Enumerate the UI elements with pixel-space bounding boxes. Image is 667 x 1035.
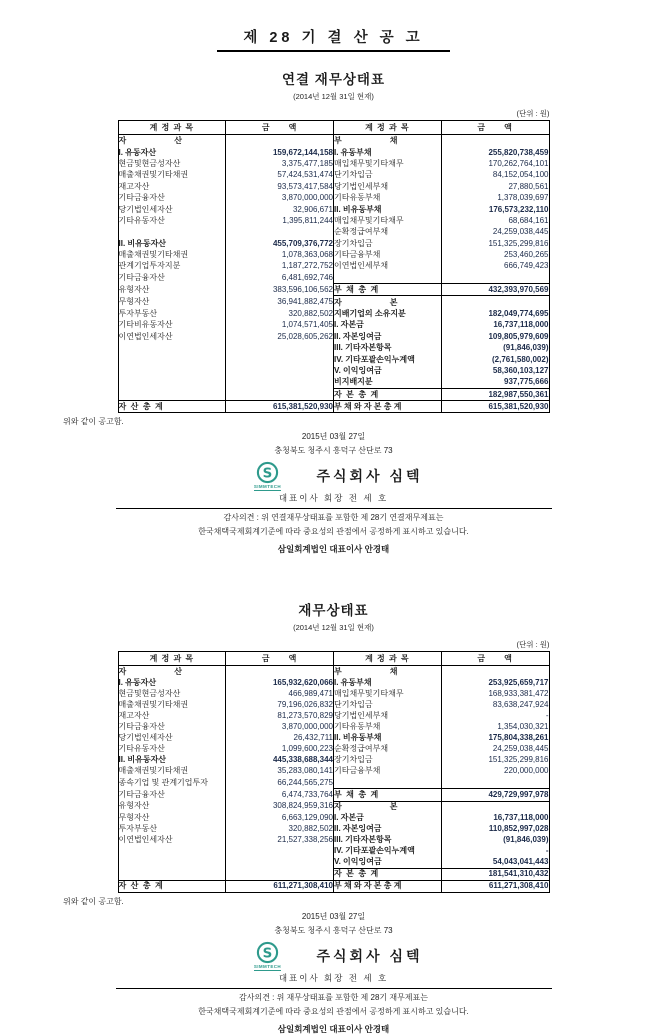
account-cell: 기타금융부채	[334, 766, 442, 777]
account-cell: 기타유동자산	[118, 215, 165, 225]
amount-cell: 432,393,970,569	[441, 284, 549, 296]
amount-cell: 6,474,733,764	[226, 789, 334, 801]
amount-cell: 383,596,106,562	[226, 284, 334, 296]
amount-cell: 6,481,692,746	[226, 272, 334, 284]
table-row	[118, 766, 549, 777]
account-cell: 순확정급여부채	[334, 226, 442, 237]
account-cell	[334, 272, 442, 284]
table-row	[118, 226, 549, 237]
amount-cell: 320,882,502	[226, 308, 334, 319]
audit-opinion-line1: 감사의견 : 위 재무상태표를 포함한 제 28기 재무제표는	[239, 993, 428, 1003]
account-cell: 자 산 총 계	[118, 881, 226, 893]
amount-cell: 466,989,471	[226, 689, 334, 700]
auditor-name: 삼일회계법인 대표이사 안경태	[277, 544, 390, 555]
divider	[116, 988, 552, 989]
account-cell: II. 비유동부채	[334, 733, 442, 744]
account-cell: 기타유동부채	[334, 722, 442, 733]
account-cell: 매출채권및기타채권	[118, 250, 189, 260]
account-cell: 현금및현금성자산	[118, 158, 181, 168]
amount-cell	[441, 801, 549, 813]
amount-cell: 93,573,417,584	[226, 181, 334, 192]
amount-cell: 182,049,774,695	[441, 308, 549, 319]
account-cell: 지배기업의 소유지분	[334, 308, 442, 319]
account-cell: 장기차입금	[334, 238, 442, 249]
account-cell: 당기법인세부채	[334, 711, 442, 722]
table-row	[118, 744, 549, 755]
account-cell: 당기법인세자산	[118, 733, 173, 743]
column-header: 금 액	[441, 121, 549, 135]
table-row	[118, 835, 549, 846]
amount-cell: 110,852,997,028	[441, 824, 549, 835]
account-cell: 매입채무및기타채무	[334, 158, 442, 169]
amount-cell: 1,187,272,752	[226, 260, 334, 271]
section-spacer	[0, 555, 667, 599]
amount-cell	[226, 342, 334, 353]
announcement-date: 2015년 03월 27일	[301, 912, 366, 922]
company-row	[0, 941, 667, 971]
account-cell: III. 기타자본항목	[334, 342, 442, 353]
table-row	[118, 801, 549, 813]
amount-cell: 220,000,000	[441, 766, 549, 777]
svg-text:S: S	[262, 466, 273, 482]
account-cell: 자 산	[118, 666, 182, 676]
account-cell: 투자부동산	[118, 309, 158, 319]
amount-cell: 615,381,520,930	[226, 400, 334, 412]
table-row	[118, 249, 549, 260]
account-cell: II. 비유동자산	[118, 755, 167, 765]
audit-opinion-line1: 감사의견 : 위 연결재무상태표를 포함한 제 28기 연결재무제표는	[223, 513, 444, 523]
column-header: 계 정 과 목	[334, 652, 442, 666]
amount-cell	[226, 846, 334, 857]
column-header: 계 정 과 목	[118, 652, 226, 666]
account-cell: 자 본	[334, 296, 442, 308]
amount-cell	[226, 353, 334, 364]
account-cell: II. 비유동자산	[118, 238, 167, 248]
amount-cell: 24,259,038,445	[441, 744, 549, 755]
document-title	[0, 26, 667, 52]
amount-cell	[226, 869, 334, 881]
account-cell: 매출채권및기타채권	[118, 699, 189, 709]
amount-cell: 1,354,030,321	[441, 722, 549, 733]
account-cell	[118, 376, 226, 388]
amount-cell: 21,527,338,256	[226, 835, 334, 846]
account-cell: 부 채	[334, 666, 442, 678]
account-cell: 재고자산	[118, 181, 150, 191]
account-cell: 기타유동부채	[334, 192, 442, 203]
account-cell: 기타금융자산	[118, 721, 165, 731]
simmtech-logo-text: SIMMTECH	[253, 964, 282, 970]
company-name: 주식회사 심텍	[316, 468, 423, 485]
amount-cell: 6,663,129,090	[226, 813, 334, 824]
simmtech-logo	[244, 461, 290, 491]
audit-opinion-line2: 한국채택국제회계기준에 따라 중요성의 관점에서 공정하게 표시하고 있습니다.	[198, 1007, 469, 1017]
table-row	[118, 272, 549, 284]
account-cell: 기타금융자산	[118, 273, 165, 283]
account-cell	[118, 388, 226, 400]
amount-cell: 666,749,423	[441, 260, 549, 271]
account-cell: IV. 기타포괄손익누계액	[334, 846, 442, 857]
account-cell: 무형자산	[118, 297, 150, 307]
account-cell: V. 이익잉여금	[334, 857, 442, 869]
table-row	[118, 146, 549, 157]
account-cell: IV. 기타포괄손익누계액	[334, 353, 442, 364]
amount-cell: 182,987,550,361	[441, 388, 549, 400]
table-row	[118, 869, 549, 881]
table-row	[118, 296, 549, 308]
table-row	[118, 824, 549, 835]
ceo-line: 대표이사 회장 전 세 호	[278, 973, 389, 984]
account-cell	[118, 342, 226, 353]
as-of-date: (2014년 12월 31일 현재)	[293, 623, 374, 633]
amount-cell	[226, 135, 334, 147]
account-cell: II. 자본잉여금	[334, 824, 442, 835]
table-row	[118, 677, 549, 688]
amount-cell: 24,259,038,445	[441, 226, 549, 237]
amount-cell: 26,432,711	[226, 733, 334, 744]
column-header: 계 정 과 목	[118, 121, 226, 135]
account-cell: I. 유동자산	[118, 677, 157, 687]
table-row	[118, 342, 549, 353]
amount-cell: -	[441, 846, 549, 857]
simmtech-logo-icon	[256, 461, 279, 484]
amount-cell: 255,820,738,459	[441, 146, 549, 157]
amount-cell: 615,381,520,930	[441, 400, 549, 412]
header-row	[118, 652, 549, 666]
amount-cell: (2,761,580,002)	[441, 353, 549, 364]
notice-text: 위와 같이 공고함.	[63, 897, 124, 907]
account-cell: 이연법인세자산	[118, 331, 173, 341]
amount-cell: 445,338,688,344	[226, 755, 334, 766]
account-cell	[118, 353, 226, 364]
table-row	[118, 846, 549, 857]
ceo-line: 대표이사 회장 전 세 호	[278, 493, 389, 504]
account-cell	[118, 857, 226, 869]
amount-cell	[441, 666, 549, 678]
table-row	[118, 813, 549, 824]
table-row	[118, 789, 549, 801]
amount-cell: 16,737,118,000	[441, 813, 549, 824]
account-cell: 자 본 총 계	[334, 869, 442, 881]
amount-cell: 3,870,000,000	[226, 192, 334, 203]
table-row	[118, 733, 549, 744]
table-row	[118, 260, 549, 271]
account-cell	[118, 869, 226, 881]
table-row	[118, 319, 549, 330]
account-cell: 기타금융부채	[334, 249, 442, 260]
amount-cell: 27,880,561	[441, 181, 549, 192]
account-cell: 기타금융자산	[118, 193, 165, 203]
amount-cell	[226, 376, 334, 388]
account-cell: 부 채 와 자 본 총 계	[334, 881, 442, 893]
account-cell: 부 채 와 자 본 총 계	[334, 400, 442, 412]
account-cell: 자 본	[334, 801, 442, 813]
account-cell	[334, 777, 442, 789]
amount-cell	[441, 272, 549, 284]
account-cell: 자 산	[118, 136, 182, 146]
table-row	[118, 400, 549, 412]
account-cell: 매입채무및기타채무	[334, 215, 442, 226]
column-header: 금 액	[441, 652, 549, 666]
document-title-text: 제 28 기 결 산 공 고	[217, 26, 449, 52]
amount-cell: 66,244,565,275	[226, 777, 334, 789]
svg-text:S: S	[262, 946, 273, 962]
amount-cell: 253,460,265	[441, 249, 549, 260]
table-row	[118, 376, 549, 388]
account-cell: 자 산 총 계	[118, 400, 226, 412]
amount-cell: 25,028,605,262	[226, 331, 334, 342]
table-row	[118, 135, 549, 147]
unit-label: (단위 : 원)	[516, 640, 550, 650]
account-cell: 매출채권및기타채권	[118, 766, 189, 776]
amount-cell: 151,325,299,816	[441, 238, 549, 249]
amount-cell: 170,262,764,101	[441, 158, 549, 169]
amount-cell: (91,846,039)	[441, 342, 549, 353]
amount-cell	[226, 226, 334, 237]
account-cell: 부 채 총 계	[334, 789, 442, 801]
amount-cell: 308,824,959,316	[226, 801, 334, 813]
account-cell: 기타금융자산	[118, 789, 165, 799]
amount-cell: 175,804,338,261	[441, 733, 549, 744]
account-cell: 부 채 총 계	[334, 284, 442, 296]
account-cell: 무형자산	[118, 812, 150, 822]
amount-cell: 1,074,571,405	[226, 319, 334, 330]
column-header: 금 액	[226, 121, 334, 135]
amount-cell: 429,729,997,978	[441, 789, 549, 801]
amount-cell: 151,325,299,816	[441, 755, 549, 766]
account-cell: 매출채권및기타채권	[118, 170, 189, 180]
table-row	[118, 353, 549, 364]
amount-cell: 68,684,161	[441, 215, 549, 226]
account-cell: 단기차입금	[334, 700, 442, 711]
header-row	[118, 121, 549, 135]
table-row	[118, 308, 549, 319]
table-row	[118, 689, 549, 700]
amount-cell	[441, 777, 549, 789]
amount-cell: 58,360,103,127	[441, 365, 549, 376]
table-row	[118, 331, 549, 342]
amount-cell: 611,271,308,410	[441, 881, 549, 893]
company-row	[0, 461, 667, 491]
divider	[116, 508, 552, 509]
account-cell: 순확정급여부채	[334, 744, 442, 755]
account-cell: 자 본 총 계	[334, 388, 442, 400]
account-cell: 이연법인세부채	[334, 260, 442, 271]
account-cell: 부 채	[334, 135, 442, 147]
amount-cell: 253,925,659,717	[441, 677, 549, 688]
account-cell: 재고자산	[118, 710, 150, 720]
amount-cell: 611,271,308,410	[226, 881, 334, 893]
statement-heading: 연결 재무상태표	[281, 72, 386, 87]
table-row	[118, 881, 549, 893]
amount-cell	[226, 388, 334, 400]
account-cell	[118, 365, 226, 376]
account-cell: I. 자본금	[334, 813, 442, 824]
company-name: 주식회사 심텍	[316, 948, 423, 965]
amount-cell: 176,573,232,110	[441, 203, 549, 214]
amount-cell: 57,424,531,474	[226, 169, 334, 180]
amount-cell: 1,099,600,223	[226, 744, 334, 755]
account-cell: 기타유동자산	[118, 744, 165, 754]
simmtech-logo-icon	[256, 941, 279, 964]
amount-cell: 1,395,811,244	[226, 215, 334, 226]
audit-opinion-line2: 한국채택국제회계기준에 따라 중요성의 관점에서 공정하게 표시하고 있습니다.	[198, 527, 469, 537]
amount-cell: 32,906,671	[226, 203, 334, 214]
balance-sheet-table	[118, 651, 550, 893]
table-row	[118, 365, 549, 376]
amount-cell: 79,196,026,832	[226, 700, 334, 711]
company-address: 충청북도 청주시 흥덕구 산단로 73	[274, 446, 393, 456]
table-row	[118, 755, 549, 766]
column-header: 계 정 과 목	[334, 121, 442, 135]
account-cell: 종속기업 및 관계기업투자	[118, 777, 208, 787]
amount-cell: 1,378,039,697	[441, 192, 549, 203]
amount-cell	[226, 666, 334, 678]
account-cell: 비지배지분	[334, 376, 442, 388]
amount-cell: 16,737,118,000	[441, 319, 549, 330]
table-row	[118, 777, 549, 789]
table-row	[118, 238, 549, 249]
amount-cell: 84,152,054,100	[441, 169, 549, 180]
amount-cell: -	[441, 711, 549, 722]
table-row	[118, 192, 549, 203]
amount-cell	[441, 135, 549, 147]
notice-text: 위와 같이 공고함.	[63, 417, 124, 427]
account-cell: III. 기타자본항목	[334, 835, 442, 846]
table-row	[118, 203, 549, 214]
account-cell: V. 이익잉여금	[334, 365, 442, 376]
amount-cell: 54,043,041,443	[441, 857, 549, 869]
table-row	[118, 158, 549, 169]
table-row	[118, 169, 549, 180]
as-of-date: (2014년 12월 31일 현재)	[293, 92, 374, 101]
table-row	[118, 388, 549, 400]
amount-cell: 168,933,381,472	[441, 689, 549, 700]
amount-cell: 1,078,363,068	[226, 249, 334, 260]
account-cell: 단기차입금	[334, 169, 442, 180]
balance-sheet-table	[118, 120, 550, 413]
account-cell: I. 유동자산	[118, 147, 157, 157]
amount-cell: 81,273,570,829	[226, 711, 334, 722]
amount-cell: 165,932,620,066	[226, 677, 334, 688]
account-cell: 유형자산	[118, 801, 150, 811]
account-cell: 이연법인세자산	[118, 834, 173, 844]
column-header: 금 액	[226, 652, 334, 666]
account-cell	[118, 846, 226, 857]
amount-cell	[226, 857, 334, 869]
account-cell: 현금및현금성자산	[118, 688, 181, 698]
account-cell: 관계기업투자지분	[118, 261, 181, 271]
amount-cell: 159,672,144,158	[226, 146, 334, 157]
table-row	[118, 700, 549, 711]
table-row	[118, 857, 549, 869]
account-cell: 매입채무및기타채무	[334, 689, 442, 700]
amount-cell: (91,846,039)	[441, 835, 549, 846]
table-row	[118, 181, 549, 192]
account-cell	[118, 226, 226, 237]
announcement-date: 2015년 03월 27일	[301, 432, 366, 442]
table-row	[118, 215, 549, 226]
amount-cell: 937,775,666	[441, 376, 549, 388]
amount-cell: 109,805,979,609	[441, 331, 549, 342]
amount-cell: 455,709,376,772	[226, 238, 334, 249]
table-row	[118, 722, 549, 733]
amount-cell: 83,638,247,924	[441, 700, 549, 711]
account-cell: I. 유동부채	[334, 677, 442, 688]
unit-label: (단위 : 원)	[516, 109, 550, 118]
account-cell: I. 자본금	[334, 319, 442, 330]
account-cell: II. 비유동부채	[334, 203, 442, 214]
amount-cell	[226, 365, 334, 376]
statement-consolidated	[0, 68, 667, 555]
simmtech-logo-text: SIMMTECH	[253, 484, 282, 490]
table-row	[118, 284, 549, 296]
simmtech-logo	[244, 941, 290, 971]
account-cell: 기타비유동자산	[118, 320, 173, 330]
auditor-name: 삼일회계법인 대표이사 안경태	[277, 1024, 390, 1035]
amount-cell: 3,375,477,185	[226, 158, 334, 169]
company-address: 충청북도 청주시 흥덕구 산단로 73	[274, 926, 393, 936]
amount-cell: 320,882,502	[226, 824, 334, 835]
account-cell: 장기차입금	[334, 755, 442, 766]
account-cell: I. 유동부채	[334, 146, 442, 157]
amount-cell	[441, 296, 549, 308]
amount-cell: 35,283,080,141	[226, 766, 334, 777]
account-cell: II. 자본잉여금	[334, 331, 442, 342]
account-cell: 당기법인세부채	[334, 181, 442, 192]
statement-separate	[0, 599, 667, 1035]
table-row	[118, 666, 549, 678]
account-cell: 투자부동산	[118, 823, 158, 833]
amount-cell: 181,541,310,432	[441, 869, 549, 881]
amount-cell: 3,870,000,000	[226, 722, 334, 733]
statement-heading: 재무상태표	[298, 603, 369, 619]
amount-cell: 36,941,882,475	[226, 296, 334, 308]
account-cell: 당기법인세자산	[118, 204, 173, 214]
account-cell: 유형자산	[118, 285, 150, 295]
table-row	[118, 711, 549, 722]
